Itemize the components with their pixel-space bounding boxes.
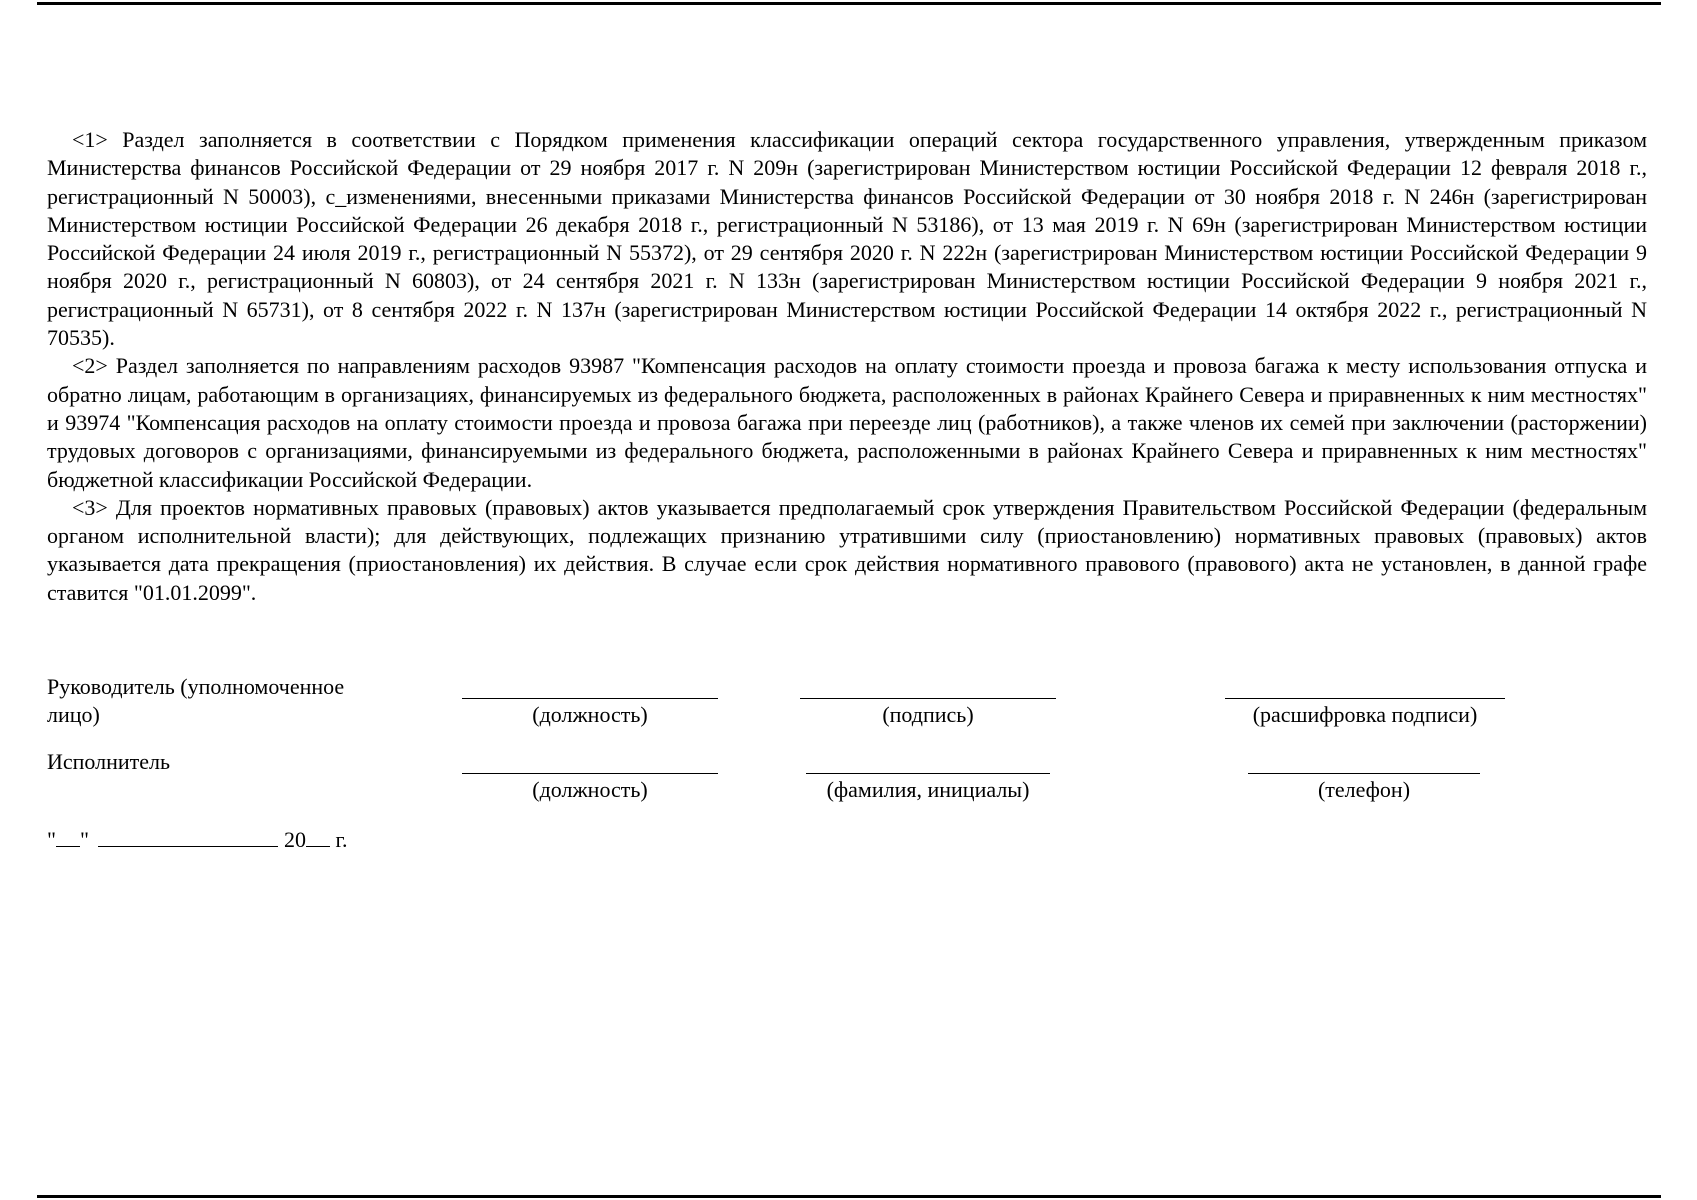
head-signature-field[interactable] — [800, 698, 1056, 699]
footnote-3: <3> Для проектов нормативных правовых (правовых) актов указывается предполагаемый срок утверждения Правительством Российской Федерации (федеральным органом исполнительной власти); для действующих, подлежащих признанию утратившими силу (приостановлению) нормативных правовых (правовых) актов указывается дата прекращения (приостановления) их действия. В случае если срок действия нормативного правового (правового) акта не установлен, в данной графе ставится "01.01.2099". — [47, 494, 1647, 605]
executor-name-field[interactable] — [806, 773, 1050, 774]
date-line — [47, 826, 348, 854]
year-suffix: г. — [335, 827, 348, 852]
date-quote-open: " — [47, 827, 56, 852]
bottom-border-rule — [37, 1195, 1661, 1198]
head-decoding-field[interactable] — [1225, 698, 1505, 699]
date-quote-close: " — [79, 827, 89, 852]
executor-label: Исполнитель — [47, 749, 171, 774]
footnote-1: <1> Раздел заполняется в соответствии с Порядком применения классификации операций сектора государственного управления, утвержденным приказом Министерства финансов Российской Федерации от 29 ноября 2017 г. N 209н (зарегистрирован Министерством юстиции Российской Федерации 12 февраля 2018 г., регистрационный N 50003), с_изменениями, внесенными приказами Министерства финансов Российской Федерации от 30 ноября 2018 г. N 246н (зарегистрирован Министерством юстиции Российской Федерации 26 декабря 2018 г., регистрационный N 53186), от 13 мая 2019 г. N 69н (зарегистрирован Министерством юстиции Российской Федерации 24 июля 2019 г., регистрационный N 55372), от 29 сентября 2020 г. N 222н (зарегистрирован Министерством юстиции Российской Федерации 9 ноября 2020 г., регистрационный N 60803), от 24 сентября 2021 г. N 133н (зарегистрирован Министерством юстиции Российской Федерации 9 ноября 2021 г., регистрационный N 65731), от 8 сентября 2022 г. N 137н (зарегистрирован Министерством юстиции Российской Федерации 14 октября 2022 г., регистрационный N 70535). — [47, 127, 1647, 351]
month-field[interactable] — [98, 828, 278, 847]
head-decoding-caption: (расшифровка подписи) — [1252, 702, 1478, 727]
year-field[interactable] — [306, 828, 330, 847]
executor-phone-caption: (телефон) — [1317, 777, 1411, 802]
executor-phone-field[interactable] — [1248, 773, 1480, 774]
executor-position-caption: (должность) — [532, 777, 648, 802]
day-field[interactable] — [56, 828, 80, 847]
top-border-rule — [37, 2, 1661, 5]
head-label-line1: Руководитель (уполномоченное — [47, 674, 345, 699]
head-signature-caption: (подпись) — [882, 702, 974, 727]
executor-name-caption: (фамилия, инициалы) — [826, 777, 1030, 802]
head-position-caption: (должность) — [532, 702, 648, 727]
footnote-2: <2> Раздел заполняется по направлениям расходов 93987 "Компенсация расходов на оплату стоимости проезда и провоза багажа к месту использования отпуска и обратно лицам, работающим в организациях, финансируемых из федерального бюджета, расположенных в районах Крайнего Севера и приравненных к ним местностях" и 93974 "Компенсация расходов на оплату стоимости проезда и провоза багажа при переезде лиц (работников), а также членов их семей при заключении (расторжении) трудовых договоров с организациями, финансируемыми из федерального бюджета, расположенными в районах Крайнего Севера и приравненных к ним местностях" бюджетной классификации Российской Федерации. — [47, 353, 1647, 492]
head-label-line2: лицо) — [47, 702, 100, 727]
footnotes-block — [47, 126, 1647, 607]
head-position-field[interactable] — [462, 698, 718, 699]
year-prefix: 20 — [283, 827, 306, 852]
executor-position-field[interactable] — [462, 773, 718, 774]
